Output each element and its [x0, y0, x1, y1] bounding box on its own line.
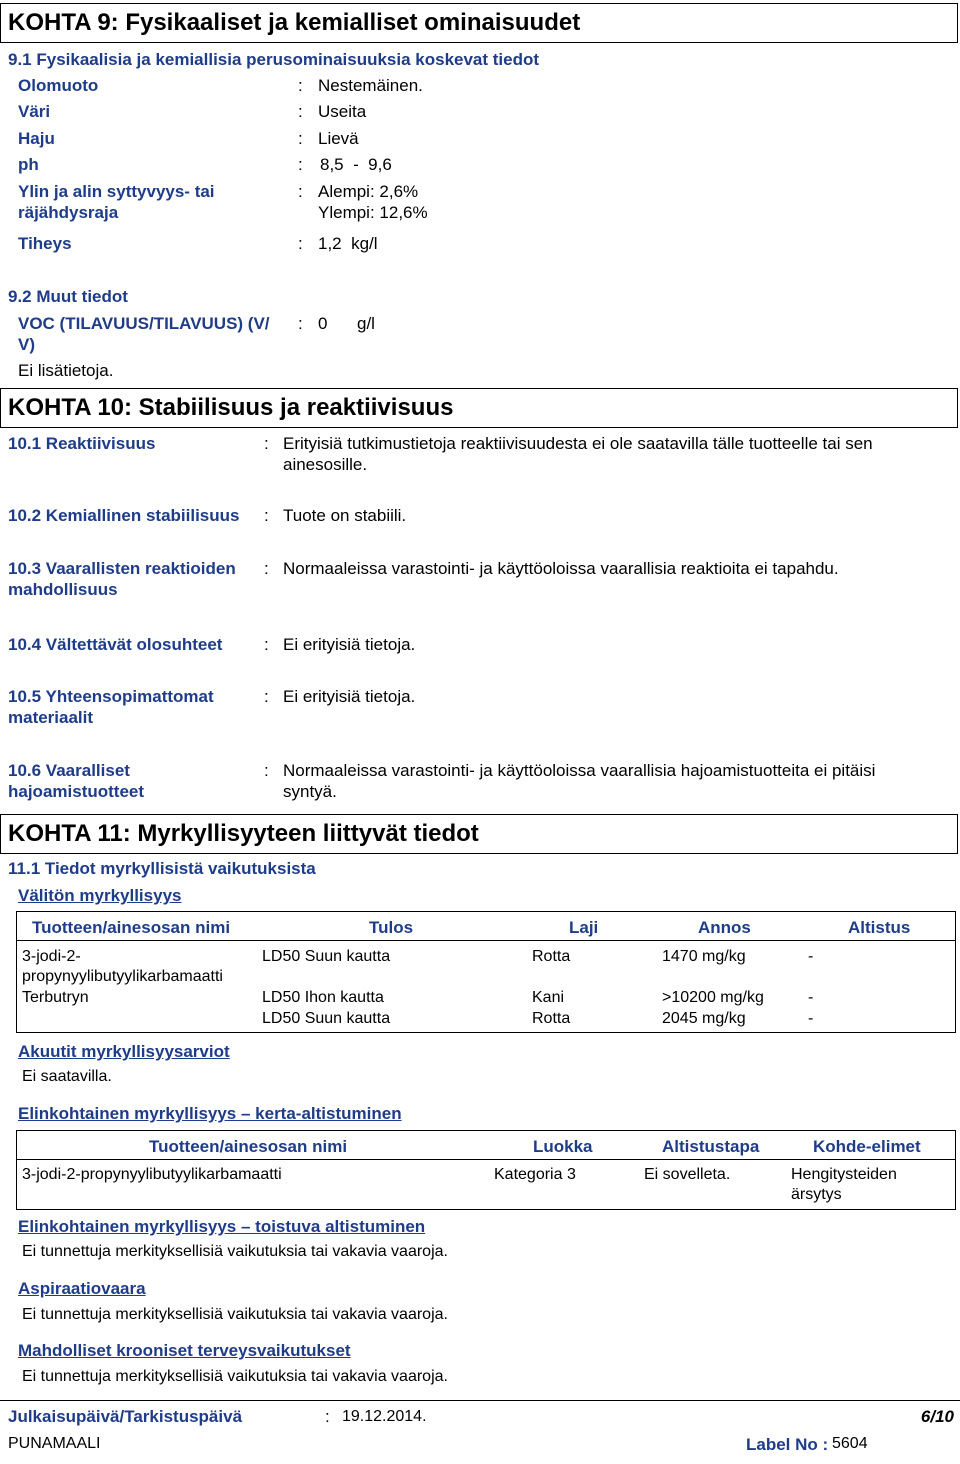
- stot-row1-organs: Hengitysteiden ärsytys: [791, 1166, 897, 1203]
- colon: :: [264, 434, 269, 453]
- stot-re-heading: Elinkohtainen myrkyllisyys – toistuva altistuminen: [18, 1217, 426, 1236]
- acute-header-species: Laji: [569, 918, 599, 937]
- acute-row1-name: 3-jodi-2-propynyylibutyylikarbamaatti: [22, 948, 223, 985]
- colon: :: [264, 761, 269, 780]
- olomuoto-label: Olomuoto: [18, 76, 99, 95]
- stot-row1-name: 3-jodi-2-propynyylibutyylikarbamaatti: [22, 1166, 282, 1183]
- tiheys-label: Tiheys: [18, 234, 72, 253]
- colon: :: [298, 155, 303, 174]
- colon: :: [325, 1407, 330, 1426]
- colon: :: [264, 687, 269, 706]
- colon: :: [298, 129, 303, 148]
- section9-1-subtitle: 9.1 Fysikaalisia ja kemiallisia perusominaisuuksia koskevat tiedot: [8, 50, 540, 69]
- acute-row2-exposure: -: [808, 989, 814, 1006]
- footer-label-no-value: 5604: [832, 1435, 868, 1452]
- acute-row3-species: Rotta: [532, 1010, 571, 1027]
- haju-label: Haju: [18, 129, 55, 148]
- flammability-lower: Alempi: 2,6%: [318, 182, 419, 201]
- footer-date-label: Julkaisupäivä/Tarkistuspäivä: [8, 1407, 243, 1426]
- acute-header-name: Tuotteen/ainesosan nimi: [32, 918, 231, 937]
- ph-value: 8,5 - 9,6: [320, 155, 392, 174]
- acute-header-divider: [16, 940, 956, 941]
- acute-row3-result: LD50 Suun kautta: [262, 1010, 391, 1027]
- flammability-label: Ylin ja alin syttyvyys- tai räjähdysraja: [18, 182, 215, 222]
- acute-header-dose: Annos: [698, 918, 751, 937]
- stot-row1-route: Ei sovelleta.: [644, 1166, 731, 1183]
- acute-row3-exposure: -: [808, 1010, 814, 1027]
- reactivity-value: Erityisiä tutkimustietoja reaktiivisuudesta ei ole saatavilla tälle tuotteelle tai sen ainesosille.: [283, 434, 873, 474]
- stot-row1-category: Kategoria 3: [494, 1166, 576, 1183]
- aspiration-value: Ei tunnettuja merkityksellisiä vaikutuksia tai vakavia vaaroja.: [22, 1306, 448, 1323]
- stot-header-divider: [16, 1159, 956, 1160]
- voc-value: 0: [318, 314, 328, 333]
- flammability-upper: Ylempi: 12,6%: [318, 203, 428, 222]
- footer-label-no-label: Label No :: [746, 1435, 829, 1454]
- incompatible-materials-label: 10.5 Yhteensopimattomat materiaalit: [8, 687, 214, 727]
- stability-label: 10.2 Kemiallinen stabiilisuus: [8, 506, 240, 525]
- footer-date-value: 19.12.2014.: [342, 1408, 427, 1425]
- haju-value: Lievä: [318, 129, 359, 148]
- acute-header-exposure: Altistus: [848, 918, 911, 937]
- acute-row2-result: LD50 Ihon kautta: [262, 989, 384, 1006]
- colon: :: [298, 102, 303, 121]
- colon: :: [264, 559, 269, 578]
- hazardous-reactions-value: Normaaleissa varastointi- ja käyttöoloissa vaarallisia reaktioita ei tapahdu.: [283, 559, 839, 578]
- ate-value: Ei saatavilla.: [22, 1068, 112, 1085]
- colon: :: [298, 314, 303, 333]
- reactivity-label: 10.1 Reaktiivisuus: [8, 434, 156, 453]
- acute-row1-result: LD50 Suun kautta: [262, 948, 391, 965]
- acute-row2-species: Kani: [532, 989, 565, 1006]
- stot-se-heading: Elinkohtainen myrkyllisyys – kerta-altistuminen: [18, 1104, 402, 1123]
- aspiration-heading: Aspiraatiovaara: [18, 1279, 146, 1298]
- incompatible-materials-value: Ei erityisiä tietoja.: [283, 687, 416, 706]
- ph-label: ph: [18, 155, 39, 174]
- section10-title: KOHTA 10: Stabiilisuus ja reaktiivisuus: [8, 394, 454, 421]
- colon: :: [298, 182, 303, 201]
- conditions-to-avoid-label: 10.4 Vältettävät olosuhteet: [8, 635, 223, 654]
- stot-header-name: Tuotteen/ainesosan nimi: [149, 1137, 348, 1156]
- chronic-effects-value: Ei tunnettuja merkityksellisiä vaikutuksia tai vakavia vaaroja.: [22, 1368, 448, 1385]
- vari-value: Useita: [318, 102, 367, 121]
- vari-label: Väri: [18, 102, 51, 121]
- stot-header-route: Altistustapa: [662, 1137, 760, 1156]
- chronic-effects-heading: Mahdolliset krooniset terveysvaikutukset: [18, 1341, 351, 1360]
- stability-value: Tuote on stabiili.: [283, 506, 407, 525]
- acute-row1-species: Rotta: [532, 948, 571, 965]
- acute-header-result: Tulos: [369, 918, 414, 937]
- colon: :: [298, 234, 303, 253]
- colon: :: [264, 635, 269, 654]
- acute-row1-exposure: -: [808, 948, 814, 965]
- colon: :: [298, 76, 303, 95]
- conditions-to-avoid-value: Ei erityisiä tietoja.: [283, 635, 416, 654]
- section9-2-subtitle: 9.2 Muut tiedot: [8, 287, 128, 306]
- acute-toxicity-heading: Välitön myrkyllisyys: [18, 886, 182, 905]
- footer-product-name: PUNAMAALI: [8, 1435, 101, 1452]
- stot-header-category: Luokka: [533, 1137, 593, 1156]
- section11-1-subtitle: 11.1 Tiedot myrkyllisistä vaikutuksista: [8, 859, 316, 878]
- footer-divider: [0, 1400, 960, 1401]
- voc-unit: g/l: [357, 314, 375, 333]
- no-additional-info: Ei lisätietoja.: [18, 361, 114, 380]
- section11-title: KOHTA 11: Myrkyllisyyteen liittyvät tiedot: [8, 820, 479, 847]
- section9-title: KOHTA 9: Fysikaaliset ja kemialliset ominaisuudet: [8, 9, 581, 36]
- hazardous-reactions-label: 10.3 Vaarallisten reaktioiden mahdollisuus: [8, 559, 236, 599]
- stot-re-value: Ei tunnettuja merkityksellisiä vaikutuksia tai vakavia vaaroja.: [22, 1243, 448, 1260]
- footer-page-number: 6/10: [920, 1407, 954, 1426]
- ate-heading: Akuutit myrkyllisyysarviot: [18, 1042, 230, 1061]
- decomposition-products-label: 10.6 Vaaralliset hajoamistuotteet: [8, 761, 145, 801]
- stot-header-organs: Kohde-elimet: [813, 1137, 921, 1156]
- decomposition-products-value: Normaaleissa varastointi- ja käyttöoloissa vaarallisia hajoamistuotteita ei pitäisi syntyä.: [283, 761, 876, 801]
- table-row: [22, 947, 258, 987]
- acute-row1-dose: 1470 mg/kg: [662, 948, 746, 965]
- colon: :: [264, 506, 269, 525]
- acute-row3-dose: 2045 mg/kg: [662, 1010, 746, 1027]
- acute-row2-name: Terbutryn: [22, 989, 89, 1006]
- voc-label: VOC (TILAVUUS/TILAVUUS) (V/ V): [18, 314, 270, 354]
- acute-row2-dose: >10200 mg/kg: [662, 989, 764, 1006]
- olomuoto-value: Nestemäinen.: [318, 76, 423, 95]
- tiheys-value: 1,2 kg/l: [318, 234, 378, 253]
